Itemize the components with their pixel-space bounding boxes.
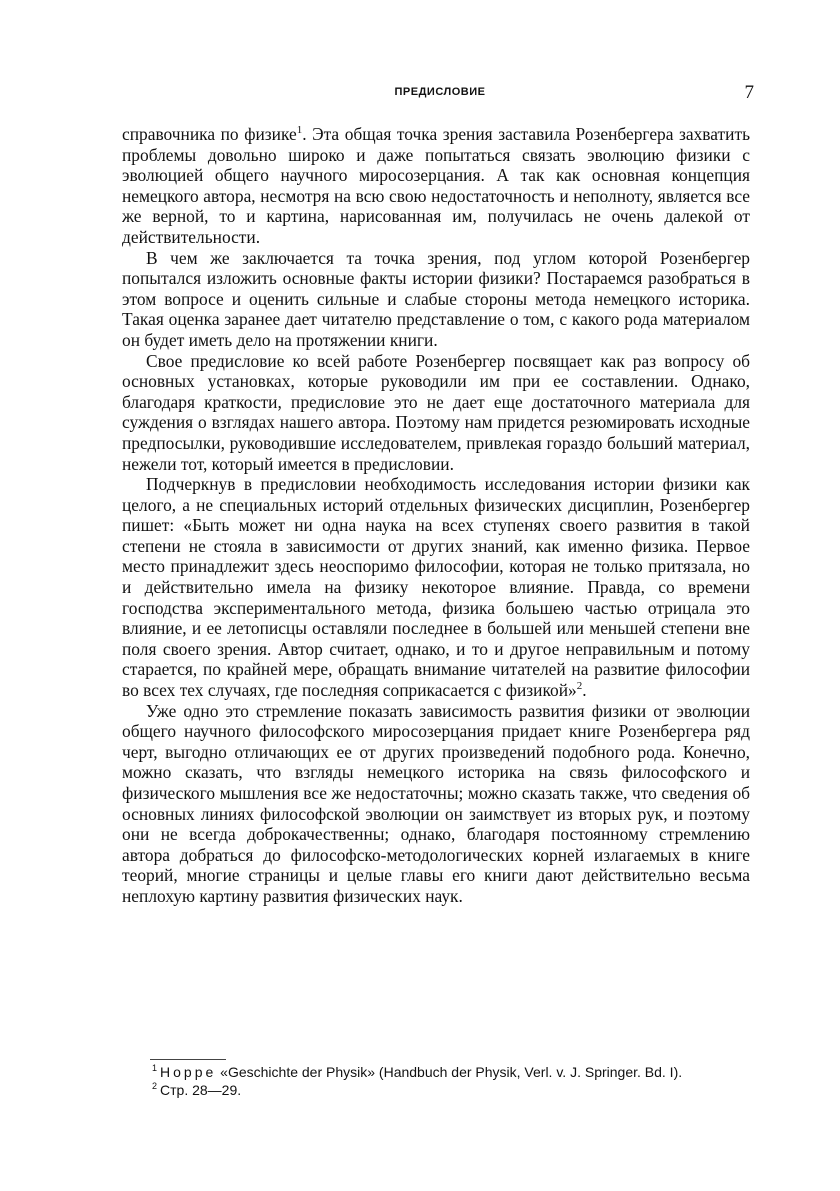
paragraph: Свое предисловие ко всей работе Розенбергер посвящает как раз вопросу об основных установках, которые руководили им при ее составлении. Однако, благодаря краткости, предисловие это не дает еще достаточного материала для суждения о взглядах нашего автора. Поэтому нам придется резюмировать исходные предпосылки, руководившие исследователем, привлекая гораздо больший материал, нежели тот, который имеется в предисловии.: [122, 350, 750, 474]
paragraph: [122, 124, 750, 248]
running-head: [120, 82, 760, 106]
footnote-divider: [150, 1059, 226, 1060]
footnote: [122, 1081, 750, 1099]
paragraph-text: Подчеркнув в предисловии необходимость исследования истории физики как целого, а не специальных историй отдельных физических дисциплин, Розенбергер пишет: «Быть может ни одна наука на всех ступенях своего развития в такой степени не стояла в зависимости от других знаний, как именно физика. Первое место принадлежит здесь неоспоримо философии, которая не только притязала, но и действительно имела на физику некоторое влияние. Правда, со времени господства экспериментального метода, физика большею частью отрицала это влияние, и ее летописцы оставляли последнее в большей или меньшей степени вне поля своего зрения. Автор считает, однако, и то и другое неправильным и потому старается, по крайней мере, обращать внимание читателей на развитие философии во всех тех случаях, где последняя соприкасается с физикой»: [122, 474, 750, 701]
footnote-reference: 2: [576, 680, 583, 693]
paragraph: В чем же заключается та точка зрения, под углом которой Розенбергер попытался изложить основные факты истории физики? Постараемся разобраться в этом вопросе и оценить сильные и слабые стороны метода немецкого историка. Такая оценка заранее дает читателю представление о том, с какого рода материалом он будет иметь дело на протяжении книги.: [122, 247, 750, 350]
body-text: [122, 124, 750, 907]
footnote-number: 2: [152, 1081, 158, 1092]
paragraph-text: справочника по физике: [122, 124, 297, 144]
footnote-number: 1: [152, 1063, 158, 1074]
page-number: 7: [744, 82, 754, 103]
paragraph: Уже одно это стремление показать зависимость развития физики от эволюции общего научного философского миросозерцания придает книге Розенбергера ряд черт, выгодно отличающих ее от других произведений подобного рода. Конечно, можно сказать, что взгляды немецкого историка на связь философского и физического мышления все же недостаточны; можно сказать также, что сведения об основных линиях философской эволюции он заимствует из вторых рук, и поэтому они не всегда доброкачественны; однако, благодаря постоянному стремлению автора добраться до философско-методологических корней излагаемых в книге теорий, многие страницы и целые главы его книги дают действительно весьма неплохую картину развития физических наук.: [122, 700, 750, 906]
footnotes: [122, 1063, 750, 1099]
footnote-author: Hoppe: [160, 1064, 217, 1080]
footnote-text: Стр. 28—29.: [160, 1082, 242, 1098]
footnote-text: «Geschichte der Physik» (Handbuch der Physik, Verl. v. J. Springer. Bd. I).: [220, 1064, 683, 1080]
footnote: [122, 1063, 750, 1081]
paragraph-text: .: [582, 680, 587, 701]
footnote-reference: 1: [296, 124, 303, 137]
running-title: ПРЕДИСЛОВИЕ: [394, 86, 486, 98]
paragraph: [122, 474, 750, 701]
paragraph-text: . Эта общая точка зрения заставила Розенбергера захватить проблемы довольно широко и даже попытаться связать эволюцию физики с эволюцией общего научного миросозерцания. А так как основная концепция немецкого автора, несмотря на всю свою недостаточность и неполноту, является все же верной, то и картина, нарисованная им, получилась не очень далекой от действительности.: [122, 124, 750, 247]
